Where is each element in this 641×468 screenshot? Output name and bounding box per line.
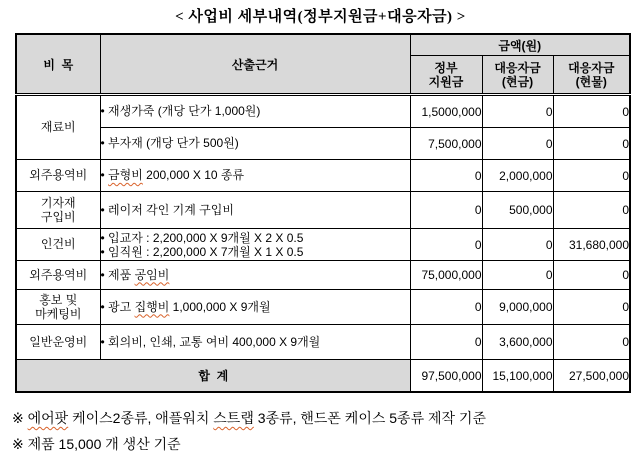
row-materials-1 xyxy=(16,95,630,128)
inkind-amount: 0 xyxy=(553,261,630,290)
cash-amount: 3,600,000 xyxy=(482,325,553,360)
item-cell-outsourcing: 외주용역비 xyxy=(16,160,100,192)
spellcheck-word: 집행비 xyxy=(134,299,170,314)
inkind-amount: 0 xyxy=(553,95,630,128)
basis-text: 1,000,000 X 9개월 xyxy=(169,299,271,314)
budget-table xyxy=(15,33,631,393)
row-total xyxy=(16,360,630,393)
basis-cell xyxy=(100,160,410,192)
gov-amount: 0 xyxy=(410,290,482,325)
basis-text: 200,000 X 10 종류 xyxy=(142,168,245,182)
cash-amount: 0 xyxy=(482,261,553,290)
inkind-amount: 0 xyxy=(553,160,630,192)
row-operating xyxy=(16,325,630,360)
row-outsourcing-2 xyxy=(16,261,630,290)
cash-amount: 0 xyxy=(482,229,553,261)
item-line2: 마케팅비 xyxy=(35,307,82,321)
inkind-amount: 31,680,000 xyxy=(553,229,630,261)
footnote-2: ※ 제품 15,000 개 생산 기준 xyxy=(12,436,181,452)
item-line2: 구입비 xyxy=(40,210,76,224)
item-cell-marketing xyxy=(16,290,100,325)
header-gov-line1: 정부 xyxy=(434,60,458,75)
basis-cell xyxy=(100,229,410,261)
cash-amount: 0 xyxy=(482,95,553,128)
header-gov-support xyxy=(410,56,482,95)
table-body xyxy=(16,95,630,393)
row-materials-2 xyxy=(16,128,630,160)
item-cell-materials: 재료비 xyxy=(16,95,100,160)
basis-text: • xyxy=(100,168,109,182)
cash-amount: 0 xyxy=(482,128,553,160)
spellcheck-word: 공임비 xyxy=(134,267,170,282)
header-inkind-line1: 대응자금 xyxy=(568,60,615,75)
basis-cell: • 재생가죽 (개당 단가 1,000원) xyxy=(100,95,410,128)
header-inkind-line2: (현물) xyxy=(575,74,607,89)
row-marketing xyxy=(16,290,630,325)
spellcheck-word: 스트랩 xyxy=(213,410,254,426)
gov-amount: 1,5000,000 xyxy=(410,95,482,128)
spellcheck-word: 에어팟 xyxy=(27,410,69,426)
item-line1: 기자재 xyxy=(40,196,76,210)
footnote-text: ※ xyxy=(12,410,28,426)
inkind-amount: 0 xyxy=(553,325,630,360)
header-gov-line2: 지원금 xyxy=(428,74,464,89)
cash-amount: 9,000,000 xyxy=(482,290,553,325)
inkind-amount: 0 xyxy=(553,128,630,160)
row-outsourcing-1 xyxy=(16,160,630,192)
basis-cell xyxy=(100,290,410,325)
item-cell-operating: 일반운영비 xyxy=(16,325,100,360)
footnote-text: 3종류, 핸드폰 케이스 5종류 제작 기준 xyxy=(253,410,486,426)
header-cash-line2: (현금) xyxy=(501,74,534,89)
header-row-1 xyxy=(16,34,630,56)
cash-amount: 2,000,000 xyxy=(482,160,553,192)
doc-title: < 사업비 세부내역(정부지원금+대응자금) > xyxy=(175,9,466,25)
header-cash-line1: 대응자금 xyxy=(494,60,541,75)
spellcheck-word: 금형비 xyxy=(108,168,143,182)
footnote-text: 케이스2종류, 애플워치 xyxy=(68,410,214,426)
inkind-amount: 0 xyxy=(553,290,630,325)
total-inkind-amount: 27,500,000 xyxy=(553,360,630,393)
basis-cell xyxy=(100,261,410,290)
basis-cell: • 회의비, 인쇄, 교통 여비 400,000 X 9개월 xyxy=(100,325,410,360)
header-matching-inkind xyxy=(553,56,630,95)
header-basis: 산출근거 xyxy=(100,34,410,95)
gov-amount: 0 xyxy=(410,325,482,360)
header-matching-cash xyxy=(482,56,553,95)
footnotes xyxy=(12,405,641,457)
basis-line2: • 임직원 : 2,200,000 X 7개월 X 1 X 0.5 xyxy=(100,244,304,259)
gov-amount: 0 xyxy=(410,229,482,261)
basis-cell: • 레이저 각인 기계 구입비 xyxy=(100,192,410,229)
total-gov-amount: 97,500,000 xyxy=(410,360,482,393)
basis-text: • 광고 xyxy=(100,299,135,314)
header-amount-group: 금액(원) xyxy=(410,34,630,56)
footnote-1 xyxy=(12,405,641,431)
total-label: 합 계 xyxy=(16,360,410,393)
header-item: 비 목 xyxy=(16,34,100,95)
item-cell-equipment xyxy=(16,192,100,229)
item-cell-outsourcing: 외주용역비 xyxy=(16,261,100,290)
basis-cell: • 부자재 (개당 단가 500원) xyxy=(100,128,410,160)
basis-line1: • 입교자 : 2,200,000 X 9개월 X 2 X 0.5 xyxy=(100,230,304,245)
gov-amount: 7,500,000 xyxy=(410,128,482,160)
total-cash-amount: 15,100,000 xyxy=(482,360,553,393)
inkind-amount: 0 xyxy=(553,192,630,229)
item-cell-labor: 인건비 xyxy=(16,229,100,261)
gov-amount: 0 xyxy=(410,192,482,229)
table-header xyxy=(16,34,630,95)
row-equipment xyxy=(16,192,630,229)
basis-text: • 제품 xyxy=(100,267,135,282)
item-line1: 홍보 및 xyxy=(39,293,78,307)
cash-amount: 500,000 xyxy=(482,192,553,229)
gov-amount: 0 xyxy=(410,160,482,192)
row-labor xyxy=(16,229,630,261)
gov-amount: 75,000,000 xyxy=(410,261,482,290)
